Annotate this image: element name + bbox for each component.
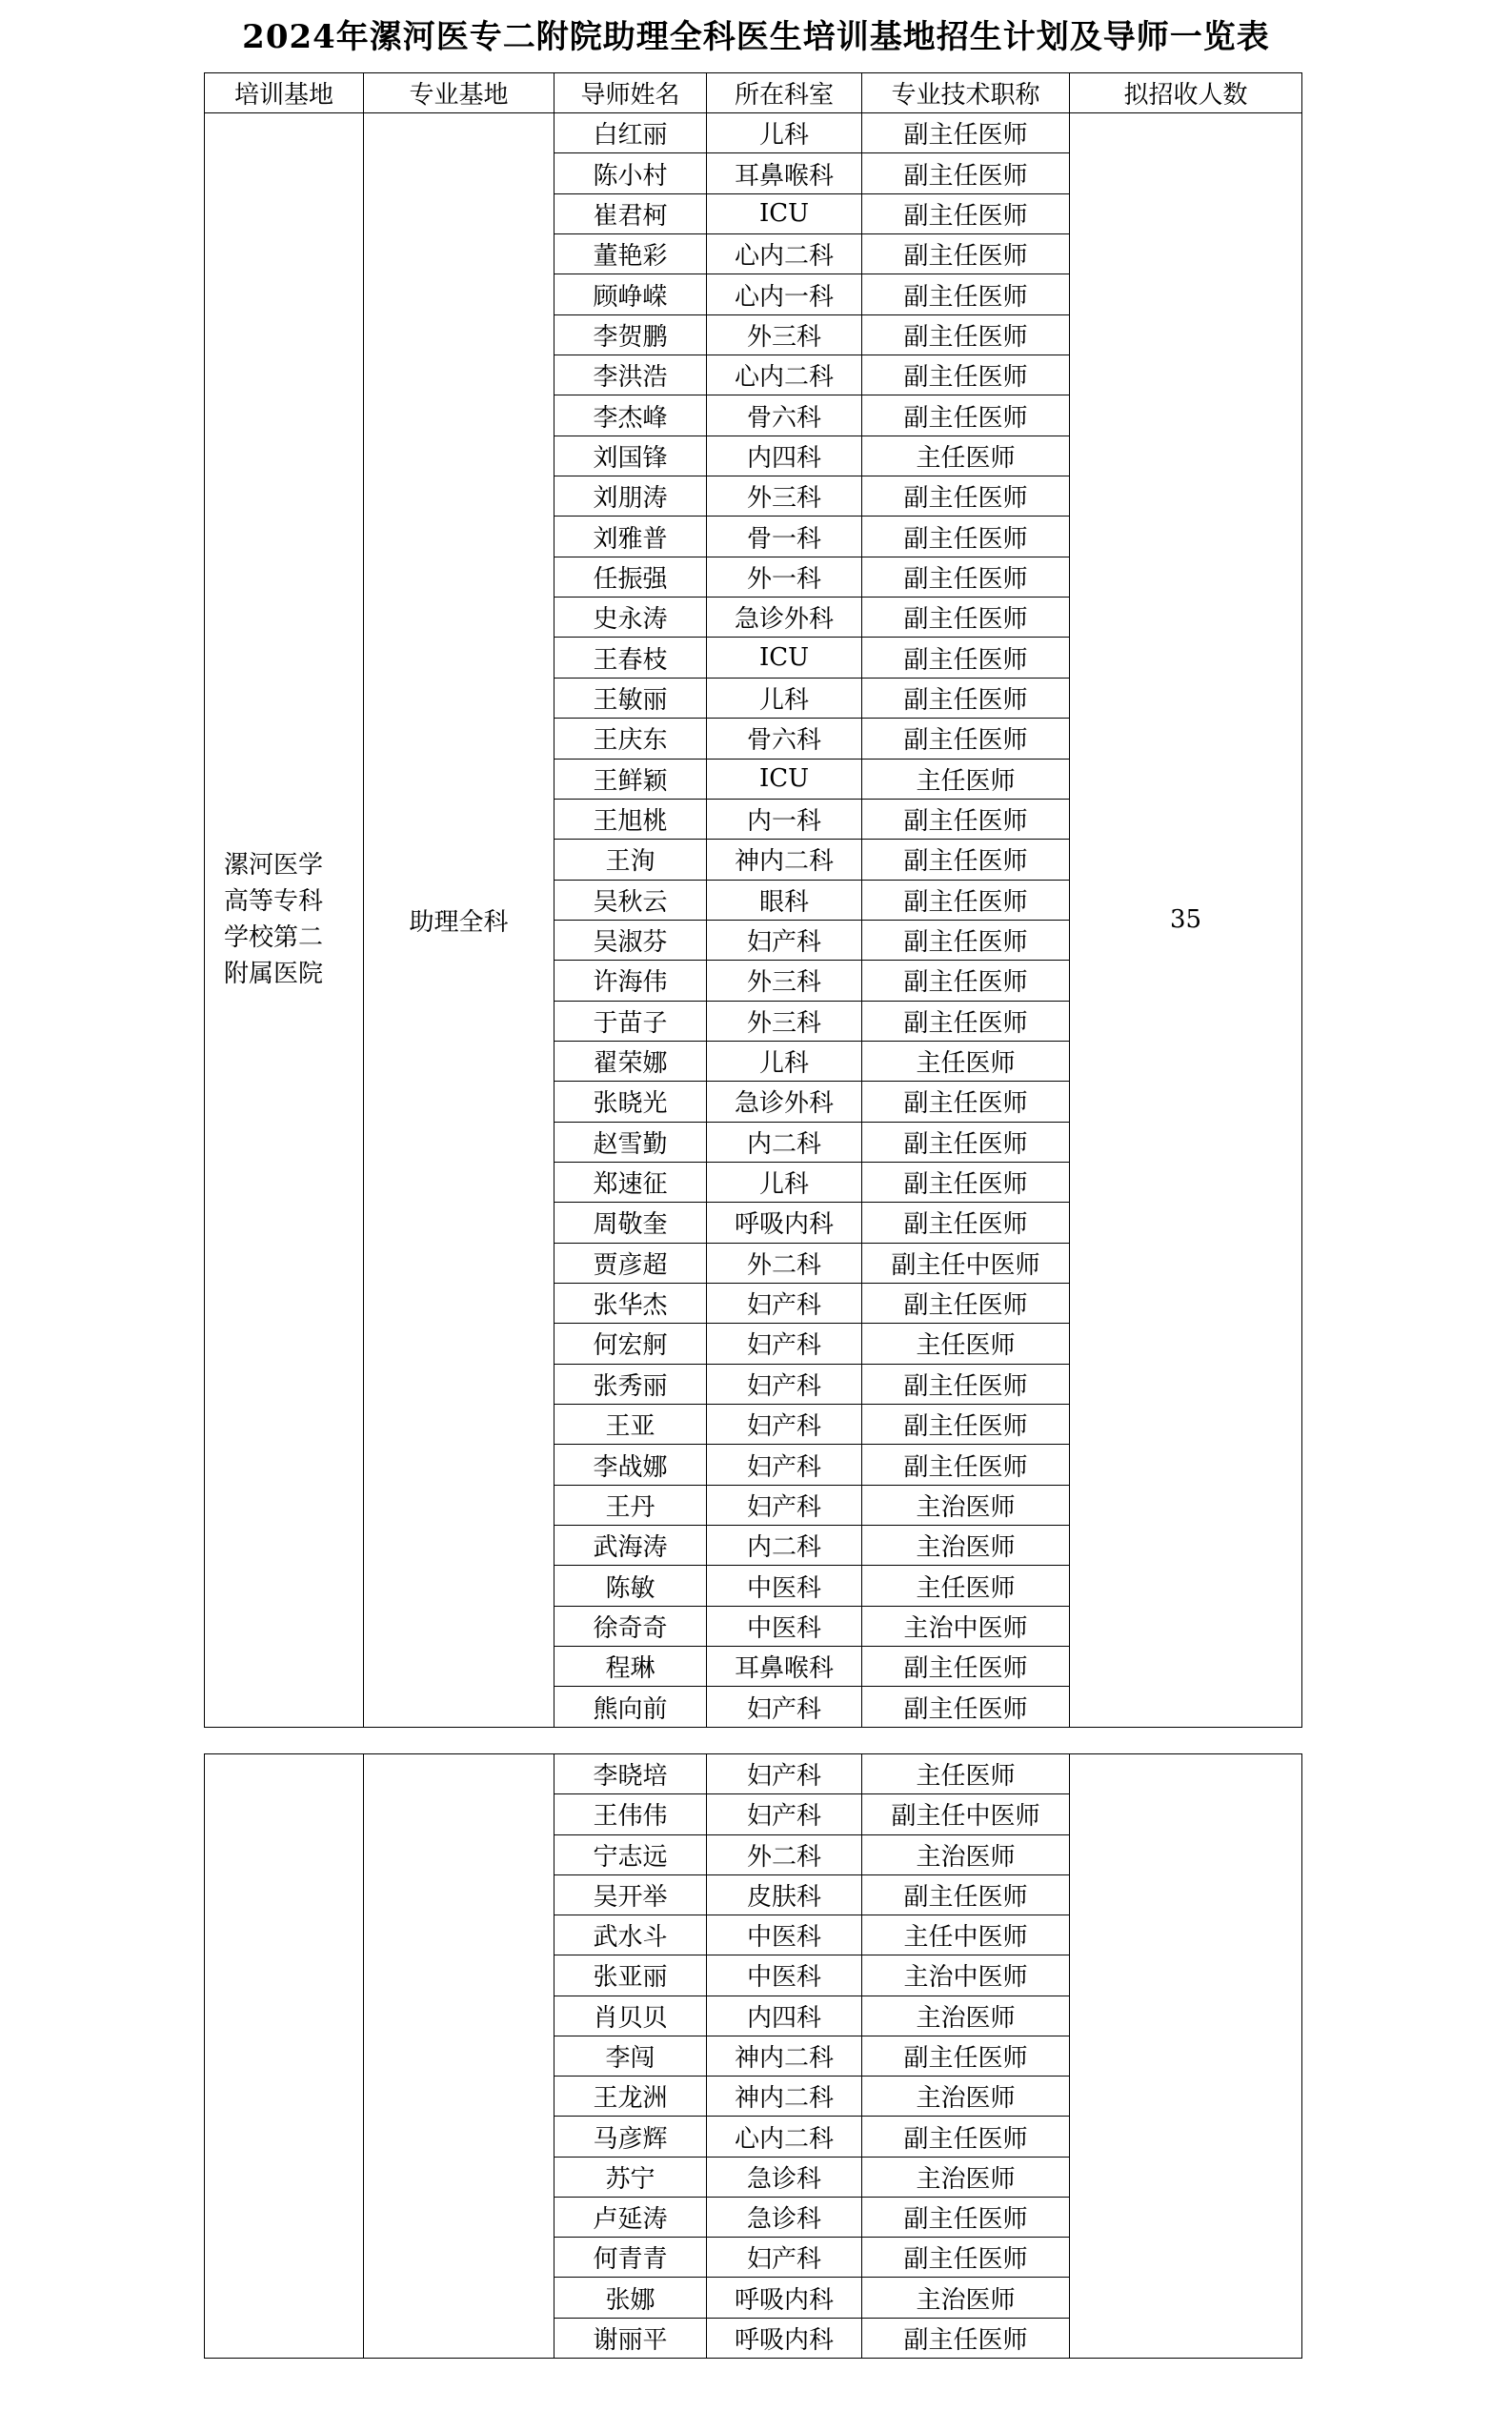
tutor-name-cell: 吴淑芬 — [554, 920, 707, 960]
title-cell: 副主任医师 — [862, 113, 1070, 153]
tutor-name-cell: 刘朋涛 — [554, 476, 707, 517]
department-cell: 外一科 — [707, 557, 862, 597]
department-cell: 耳鼻喉科 — [707, 153, 862, 193]
tutor-name-cell: 何青青 — [554, 2238, 707, 2278]
department-cell: 儿科 — [707, 678, 862, 718]
training-base-cell-empty — [205, 1754, 364, 2359]
tutor-name-cell: 武海涛 — [554, 1526, 707, 1566]
department-cell: 急诊外科 — [707, 598, 862, 638]
tutor-name-cell: 王丹 — [554, 1485, 707, 1525]
title-cell: 副主任医师 — [862, 517, 1070, 557]
tutor-name-cell: 刘国锋 — [554, 436, 707, 476]
header-training-base: 培训基地 — [205, 73, 364, 113]
tutor-name-cell: 王伟伟 — [554, 1794, 707, 1834]
department-cell: 急诊外科 — [707, 1082, 862, 1122]
title-cell: 副主任医师 — [862, 840, 1070, 880]
training-base-line: 学校第二 — [224, 923, 324, 953]
tutor-name-cell: 李闯 — [554, 2036, 707, 2076]
tutor-name-cell: 卢延涛 — [554, 2197, 707, 2237]
department-cell: 妇产科 — [707, 2238, 862, 2278]
department-cell: 儿科 — [707, 1162, 862, 1202]
department-cell: 妇产科 — [707, 1687, 862, 1727]
department-cell: 心内二科 — [707, 355, 862, 395]
title-cell: 副主任医师 — [862, 719, 1070, 759]
tutor-name-cell: 王旭桃 — [554, 799, 707, 839]
department-cell: ICU — [707, 638, 862, 678]
department-cell: 外三科 — [707, 1001, 862, 1041]
tutor-name-cell: 张秀丽 — [554, 1364, 707, 1404]
department-cell: 外三科 — [707, 476, 862, 517]
tutor-table-page2 — [204, 1753, 1302, 2359]
tutor-name-cell: 程琳 — [554, 1647, 707, 1687]
department-cell: 妇产科 — [707, 1445, 862, 1485]
title-cell: 副主任中医师 — [862, 1794, 1070, 1834]
tutor-name-cell: 王春枝 — [554, 638, 707, 678]
department-cell: 外二科 — [707, 1834, 862, 1874]
title-cell: 副主任医师 — [862, 2036, 1070, 2076]
title-cell: 副主任医师 — [862, 961, 1070, 1001]
tutor-table-body-continued — [205, 1754, 1302, 2359]
title-cell: 副主任医师 — [862, 799, 1070, 839]
department-cell: 皮肤科 — [707, 1874, 862, 1915]
tutor-name-cell: 李洪浩 — [554, 355, 707, 395]
tutor-name-cell: 张晓光 — [554, 1082, 707, 1122]
title-cell: 副主任医师 — [862, 920, 1070, 960]
training-base-line: 高等专科 — [224, 887, 324, 917]
department-cell: 心内一科 — [707, 274, 862, 314]
tutor-name-cell: 顾峥嵘 — [554, 274, 707, 314]
title-cell: 副主任医师 — [862, 2238, 1070, 2278]
tutor-name-cell: 宁志远 — [554, 1834, 707, 1874]
department-cell: 神内二科 — [707, 840, 862, 880]
department-cell: 内一科 — [707, 799, 862, 839]
tutor-name-cell: 贾彦超 — [554, 1243, 707, 1283]
table-header-row — [205, 73, 1302, 113]
title-cell: 主治医师 — [862, 2157, 1070, 2197]
title-cell: 副主任医师 — [862, 314, 1070, 355]
tutor-name-cell: 陈小村 — [554, 153, 707, 193]
tutor-name-cell: 翟荣娜 — [554, 1041, 707, 1081]
department-cell: 急诊科 — [707, 2157, 862, 2197]
title-cell: 副主任医师 — [862, 476, 1070, 517]
title-cell: 副主任医师 — [862, 1122, 1070, 1162]
tutor-name-cell: 王庆东 — [554, 719, 707, 759]
title-cell: 副主任医师 — [862, 153, 1070, 193]
title-cell: 副主任医师 — [862, 1001, 1070, 1041]
title-cell: 副主任医师 — [862, 1445, 1070, 1485]
header-professional-title: 专业技术职称 — [862, 73, 1070, 113]
tutor-name-cell: 李杰峰 — [554, 395, 707, 436]
title-cell: 主任医师 — [862, 1566, 1070, 1606]
department-cell: 妇产科 — [707, 1283, 862, 1323]
tutor-name-cell: 董艳彩 — [554, 234, 707, 274]
tutor-table-page1 — [204, 72, 1302, 1728]
department-cell: ICU — [707, 759, 862, 799]
title-cell: 主任医师 — [862, 436, 1070, 476]
department-cell: 内二科 — [707, 1526, 862, 1566]
title-cell: 副主任医师 — [862, 274, 1070, 314]
department-cell: 儿科 — [707, 113, 862, 153]
tutor-name-cell: 肖贝贝 — [554, 1996, 707, 2036]
title-cell: 副主任医师 — [862, 598, 1070, 638]
page-title: 2024年漯河医专二附院助理全科医生培训基地招生计划及导师一览表 — [242, 18, 1270, 56]
department-cell: 骨一科 — [707, 517, 862, 557]
tutor-name-cell: 王敏丽 — [554, 678, 707, 718]
title-cell: 副主任医师 — [862, 1874, 1070, 1915]
title-cell: 主任医师 — [862, 1754, 1070, 1794]
tutor-name-cell: 郑速征 — [554, 1162, 707, 1202]
table-row — [205, 1754, 1302, 1794]
department-cell: 呼吸内科 — [707, 2318, 862, 2358]
department-cell: 中医科 — [707, 1566, 862, 1606]
title-cell: 副主任医师 — [862, 1082, 1070, 1122]
department-cell: 急诊科 — [707, 2197, 862, 2237]
training-base-line: 漯河医学 — [224, 851, 324, 881]
tutor-name-cell: 史永涛 — [554, 598, 707, 638]
department-cell: 外二科 — [707, 1243, 862, 1283]
title-cell: 主治医师 — [862, 1526, 1070, 1566]
tutor-name-cell: 张亚丽 — [554, 1955, 707, 1996]
tutor-name-cell: 白红丽 — [554, 113, 707, 153]
department-cell: 眼科 — [707, 880, 862, 920]
department-cell: 骨六科 — [707, 719, 862, 759]
title-cell: 副主任医师 — [862, 355, 1070, 395]
department-cell: 神内二科 — [707, 2036, 862, 2076]
tutor-name-cell: 武水斗 — [554, 1915, 707, 1955]
department-cell: 妇产科 — [707, 1485, 862, 1525]
title-cell: 副主任医师 — [862, 1405, 1070, 1445]
title-cell: 主治中医师 — [862, 1606, 1070, 1646]
tutor-name-cell: 陈敏 — [554, 1566, 707, 1606]
title-cell: 副主任医师 — [862, 638, 1070, 678]
specialty-base-cell-empty — [364, 1754, 554, 2359]
title-cell: 副主任医师 — [862, 395, 1070, 436]
title-cell: 主治医师 — [862, 2278, 1070, 2318]
title-cell: 副主任中医师 — [862, 1243, 1070, 1283]
department-cell: 外三科 — [707, 961, 862, 1001]
department-cell: 内四科 — [707, 1996, 862, 2036]
title-cell: 副主任医师 — [862, 1364, 1070, 1404]
tutor-name-cell: 李战娜 — [554, 1445, 707, 1485]
title-cell: 主治医师 — [862, 1996, 1070, 2036]
department-cell: 外三科 — [707, 314, 862, 355]
tutor-name-cell: 徐奇奇 — [554, 1606, 707, 1646]
title-cell: 主任医师 — [862, 759, 1070, 799]
tutor-name-cell: 崔君柯 — [554, 193, 707, 233]
title-cell: 副主任医师 — [862, 2318, 1070, 2358]
tutor-name-cell: 吴开举 — [554, 1874, 707, 1915]
tutor-name-cell: 何宏舸 — [554, 1324, 707, 1364]
department-cell: 妇产科 — [707, 1794, 862, 1834]
department-cell: 儿科 — [707, 1041, 862, 1081]
tutor-name-cell: 马彦辉 — [554, 2117, 707, 2157]
tutor-name-cell: 于苗子 — [554, 1001, 707, 1041]
tutor-name-cell: 吴秋云 — [554, 880, 707, 920]
department-cell: 心内二科 — [707, 2117, 862, 2157]
title-cell: 副主任医师 — [862, 234, 1070, 274]
department-cell: 中医科 — [707, 1955, 862, 1996]
tutor-name-cell: 王洵 — [554, 840, 707, 880]
department-cell: 内四科 — [707, 436, 862, 476]
title-cell: 副主任医师 — [862, 557, 1070, 597]
header-enrollment: 拟招收人数 — [1070, 73, 1302, 113]
title-cell: 副主任医师 — [862, 2117, 1070, 2157]
department-cell: ICU — [707, 193, 862, 233]
tutor-name-cell: 赵雪勤 — [554, 1122, 707, 1162]
title-cell: 副主任医师 — [862, 1687, 1070, 1727]
department-cell: 骨六科 — [707, 395, 862, 436]
title-cell: 副主任医师 — [862, 1283, 1070, 1323]
tutor-name-cell: 谢丽平 — [554, 2318, 707, 2358]
title-cell: 副主任医师 — [862, 1162, 1070, 1202]
header-specialty-base: 专业基地 — [364, 73, 554, 113]
title-cell: 副主任医师 — [862, 2197, 1070, 2237]
title-cell: 主治医师 — [862, 1485, 1070, 1525]
department-cell: 妇产科 — [707, 1754, 862, 1794]
title-cell: 主任医师 — [862, 1324, 1070, 1364]
department-cell: 妇产科 — [707, 1364, 862, 1404]
tutor-name-cell: 王鲜颖 — [554, 759, 707, 799]
tutor-name-cell: 张华杰 — [554, 1283, 707, 1323]
tutor-name-cell: 周敬奎 — [554, 1203, 707, 1243]
department-cell: 神内二科 — [707, 2077, 862, 2117]
tutor-table-body — [205, 113, 1302, 1728]
department-cell: 心内二科 — [707, 234, 862, 274]
department-cell: 耳鼻喉科 — [707, 1647, 862, 1687]
department-cell: 呼吸内科 — [707, 1203, 862, 1243]
tutor-name-cell: 李贺鹏 — [554, 314, 707, 355]
tutor-name-cell: 李晓培 — [554, 1754, 707, 1794]
tutor-name-cell: 刘雅普 — [554, 517, 707, 557]
title-cell: 副主任医师 — [862, 193, 1070, 233]
title-cell: 主任中医师 — [862, 1915, 1070, 1955]
tutor-name-cell: 许海伟 — [554, 961, 707, 1001]
department-cell: 内二科 — [707, 1122, 862, 1162]
enrollment-count-cell: 35 — [1070, 113, 1302, 1728]
title-cell: 主治医师 — [862, 2077, 1070, 2117]
training-base-cell — [205, 113, 364, 1728]
title-cell: 主治中医师 — [862, 1955, 1070, 1996]
department-cell: 呼吸内科 — [707, 2278, 862, 2318]
department-cell: 妇产科 — [707, 1405, 862, 1445]
title-cell: 主治医师 — [862, 1834, 1070, 1874]
header-tutor-name: 导师姓名 — [554, 73, 707, 113]
header-department: 所在科室 — [707, 73, 862, 113]
tutor-name-cell: 苏宁 — [554, 2157, 707, 2197]
training-base-line: 附属医院 — [224, 960, 324, 989]
department-cell: 中医科 — [707, 1915, 862, 1955]
title-cell: 副主任医师 — [862, 1647, 1070, 1687]
enrollment-count-cell-empty — [1070, 1754, 1302, 2359]
title-cell: 副主任医师 — [862, 678, 1070, 718]
tutor-name-cell: 王龙洲 — [554, 2077, 707, 2117]
title-cell: 副主任医师 — [862, 880, 1070, 920]
table-row — [205, 113, 1302, 153]
specialty-base-cell: 助理全科 — [364, 113, 554, 1728]
department-cell: 妇产科 — [707, 920, 862, 960]
tutor-name-cell: 熊向前 — [554, 1687, 707, 1727]
title-cell: 主任医师 — [862, 1041, 1070, 1081]
tutor-name-cell: 王亚 — [554, 1405, 707, 1445]
department-cell: 妇产科 — [707, 1324, 862, 1364]
tutor-name-cell: 张娜 — [554, 2278, 707, 2318]
department-cell: 中医科 — [707, 1606, 862, 1646]
tutor-name-cell: 任振强 — [554, 557, 707, 597]
title-cell: 副主任医师 — [862, 1203, 1070, 1243]
